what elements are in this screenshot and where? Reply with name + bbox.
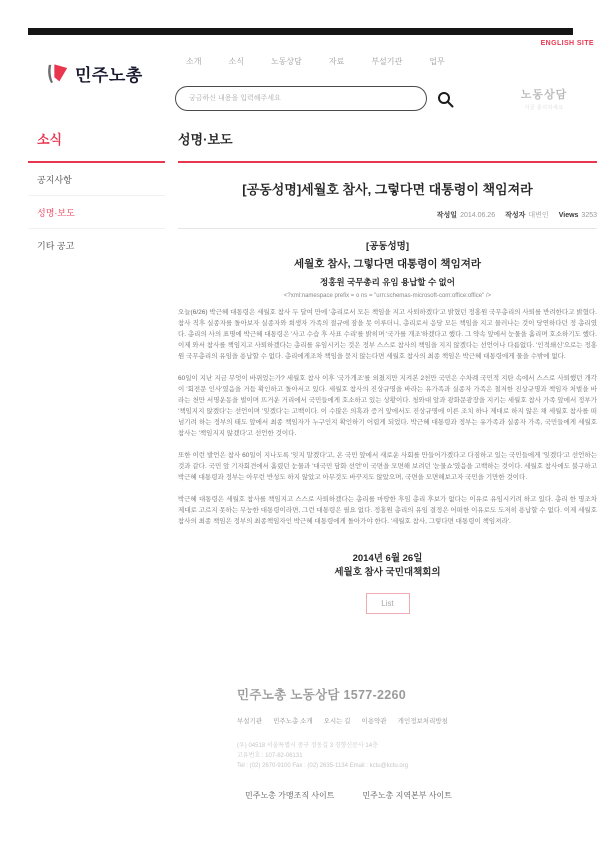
sidebar <box>28 129 165 261</box>
nav-item-labor-counsel[interactable]: 노동상담 <box>270 57 302 66</box>
article-tag: [공동성명] <box>365 241 410 252</box>
nav-item-intro[interactable]: 소개 <box>186 57 202 66</box>
nav-item-materials[interactable]: 자료 <box>328 57 345 66</box>
english-site-link[interactable]: ENGLISH SITE <box>540 40 594 47</box>
footer-contact-line: Tel : (02) 2670-9100 Fax : (02) 2635-1134 Email : kctu@kctu.org <box>237 763 409 769</box>
kctu-flag-icon <box>46 63 70 85</box>
footer-address-line: (우) 04518 서울특별시 중구 정동길 3 경향신문사 14층 <box>237 743 378 749</box>
top-black-bar <box>28 28 573 35</box>
meta-date-value: 2014.06.26 <box>460 212 496 219</box>
post-title: [공동성명]세월호 참사, 그렇다면 대통령이 책임져라 <box>242 182 533 197</box>
nav-item-news[interactable]: 소식 <box>228 57 244 66</box>
section-title: 성명·보도 <box>178 132 233 147</box>
search-icon[interactable] <box>437 91 454 108</box>
footer-link-about[interactable]: 민주노총 소개 <box>273 718 313 725</box>
labor-consult-subtitle: 지금 문의하세요 <box>524 105 564 111</box>
regional-sites-link[interactable]: 민주노총 지역본부 사이트 <box>362 791 452 800</box>
labor-consult-title: 노동상담 <box>520 89 568 101</box>
sidebar-title: 소식 <box>37 132 63 147</box>
main-nav <box>186 56 445 67</box>
affiliate-sites-link[interactable]: 민주노총 가맹조직 사이트 <box>245 791 335 800</box>
post-meta <box>178 210 597 220</box>
footer-link-privacy[interactable]: 개인정보처리방침 <box>397 718 448 725</box>
article-subhead: 정홍원 국무총리 유임 용납할 수 없어 <box>320 277 455 287</box>
article-signoff <box>178 552 597 580</box>
meta-author-label: 작성자 <box>505 212 526 219</box>
article-xml-artifact: <?xml:namespace prefix = o ns = "urn:schemas-microsoft-com:office:office" /> <box>283 293 492 299</box>
nav-item-work[interactable]: 업무 <box>429 57 445 66</box>
footer-link-affiliates[interactable]: 부설기관 <box>237 718 263 725</box>
main-content <box>178 129 597 614</box>
search-bar[interactable] <box>175 86 427 111</box>
article-body <box>178 307 597 527</box>
article-paragraph: 또한 이런 발언은 참사 60일이 지나도록 '잊지 말겠다'고, 온 국민 앞에서 새로운 사회를 만들어가겠다고 다짐하고 있는 국민들에게 '잊겠다'고 선언하는 것과 같다. 국민 앞 기자회견에서 흘렸던 눈물과 '대국민 담화 선언'이 국면을 모면해 보려던 '눈물쇼'였음을 고백하는 것이다. 세월호 참사에도 불구하고 박근혜 대통령과 정부는 아무런 반성도 하지 않았고 아무것도 바꾸지도 않았으며, 국면을 모면해보고자 국민을 기만한 것이다. <box>178 452 597 481</box>
post-divider <box>178 228 597 229</box>
search-input[interactable] <box>187 94 415 103</box>
meta-author-value: 대변인 <box>528 212 549 219</box>
site-logo[interactable] <box>46 61 143 86</box>
article-headline: 세월호 참사, 그렇다면 대통령이 책임져라 <box>293 258 482 270</box>
footer-link-terms[interactable]: 이용약관 <box>361 718 387 725</box>
list-button[interactable]: List <box>366 593 410 614</box>
footer-link-directions[interactable]: 오시는 길 <box>323 718 351 725</box>
section-rule <box>178 161 597 163</box>
labor-consult-widget[interactable] <box>514 86 574 111</box>
signoff-date: 2014년 6월 26일 <box>352 553 423 564</box>
footer-site-links <box>245 790 452 801</box>
sidebar-item-other[interactable]: 기타 공고 <box>37 241 75 251</box>
sidebar-item-statements[interactable]: 성명·보도 <box>28 196 165 229</box>
footer-consult-phone: 민주노총 노동상담 1577-2260 <box>237 688 407 702</box>
meta-date-label: 작성일 <box>436 212 458 219</box>
nav-item-affiliates[interactable]: 부설기관 <box>371 57 403 66</box>
article-paragraph: 60일이 지난 지금 무엇이 바뀌었는가? 세월호 참사 이후 '국가개조'를 외쳤지만 지켜본 2천만 국민은 수차례 국민적 지탄 속에서 스스로 사퇴했던 개각이 '회전문 인사'였음을 거듭 확인하고 돌아서고 있다. 세월호 참사의 진상규명을 바라는 유가족과 실종자 가족은 철저한 진상규명과 책임자 처벌을 바라는 천만 서명운동을 벌이며 뜨거운 거리에서 국민들에게 호소하고 있는 상황이다. 청와대 앞과 광화문광장을 지키는 세월호 참사 가족 앞에서 정부가 '책임지지 않겠다'는 선언이며 '잊겠다'는 고백이다. 이 수많은 의혹과 증거 앞에서도 진상규명에 이른 조치 하나 제대로 하지 않은 채 세월호 참사를 떠넘기려 하는 정부의 태도 앞에서 최종 책임자가 누구인지 확인하기 어렵게 되었다. 박근혜 대통령과 정부는 유가족과 실종자 가족, 국민들에게 세월호 참사는 '책임지지 않겠다'고 선언한 것이다. <box>178 375 597 437</box>
footer-registration-number: 고유번호 : 107-82-06131 <box>237 753 303 759</box>
footer-address <box>237 741 448 771</box>
article-paragraph: 박근혜 대통령은 세월호 참사를 책임지고 스스로 사퇴하겠다는 총리를 마땅한 후임 총리 후보가 없다는 이유로 유임시키려 하고 있다. 총리 한 명조차 제대로 고르지 못하는 무능한 대통령이라면, 그런 대통령은 필요 없다. 정홍원 총리의 유임 결정은 어떠한 이유로도 도저히 용납할 수 없다. 이제 세월호 참사의 최종 책임은 정부의 최종책임자인 박근혜 대통령에게 돌아가야 한다. '세월호 참사, 그렇다면 대통령이 책임져라'. <box>178 496 597 525</box>
footer-links <box>237 716 448 725</box>
footer <box>237 685 448 771</box>
sidebar-item-notice[interactable]: 공지사항 <box>28 163 165 196</box>
signoff-org: 세월호 참사 국민대책회의 <box>334 567 441 578</box>
site-logo-text: 민주노총 <box>75 66 143 85</box>
meta-views-value: 3253 <box>581 212 597 219</box>
article-paragraph: 오늘(6/26) 박근혜 대통령은 세월호 참사 두 달여 만에 '총리로서 모든 책임을 지고 사퇴하겠다'고 밝혔던 정홍원 국무총리의 사퇴를 반려한다고 밝혔다. 참사 직후 실종자를 돌아보자 실종자와 희생자 가족의 절규에 잠을 못 이루더니, 총리로서 응당 모든 책임을 지고 물러나는 것이 당연하다던 정 총리였다. 총리의 사의 표명에 박근혜 대통령은 '사고 수습 후 사표 수리'를 밝히며 '국가를 개조'하겠다고 했다. 그 약속 앞에서 눈물을 흘리며 호소하기도 했다. 이제 와서 참사를 책임지고 사퇴하겠다는 총리를 유임시키는 것은 정부 스스로 참사의 책임을 지지 않겠다는 선언이나 다름없다. '인적쇄신'으로는 정홍원 국무총리의 유임을 용납할 수 없다. 총리에게조차 책임을 묻지 않는다면 세월호 참사의 최종 책임은 박근혜 대통령에게 물을 수밖에 없다. <box>178 309 597 360</box>
article-header <box>178 238 597 299</box>
meta-views-label: Views <box>558 212 579 219</box>
